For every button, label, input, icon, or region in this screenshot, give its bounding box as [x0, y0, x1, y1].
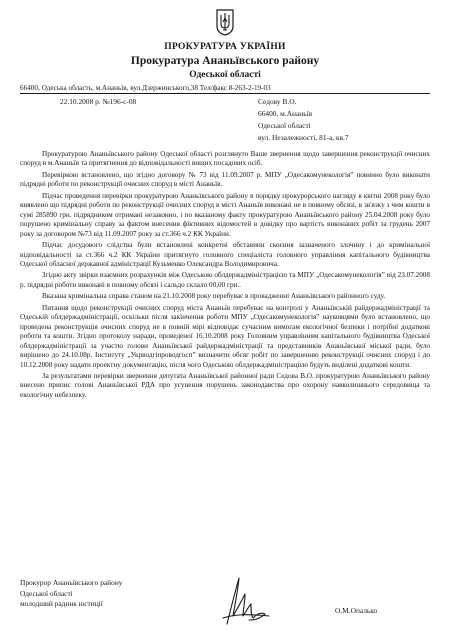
body-paragraph: Згідно акту звірки взаємних розрахунків між Одеською облдержадміністрацією та МПУ „Одесакомунекологія” від 23.07.2008 р. підрядні роботи виконані в повному обсязі і сальдо склало 00,00 грн..	[20, 271, 430, 289]
letter-body	[20, 150, 430, 400]
org-title: ПРОКУРАТУРА УКРАЇНИ	[164, 42, 286, 52]
signatory-name: О.М.Опалько	[335, 606, 378, 615]
body-paragraph: Питання щодо реконструкції очисних споруд міста Ананьїв перебуває на контролі у Ананьївській райдержадміністрації та Одеській облдержадміністрації, оскільки після закінчення роботи МПУ „Одесакомунекологія” науковцями було встановлено, що проведена реконструкція очисних споруд не в повній мірі відповідає сучасним вимогам екологічної безпеки і потрібні додаткові роботи та кошти. Згідно протоколу наради, проведеної 16.10.2008 року Головним управлінням капітального будівництва Одеської облдержадміністрації за участю голови Ананьївської райдержадміністрації та представників Ананьївської міської ради, було вирішено до 24.10.08р. Інституту „Укрводгіпроводгосп” визначити обсяг робіт по завершенню реконструкції очисних споруд і до 10.12.2008 року надати проектну документацію, після чого Одеською облдержадміністрацією будуть виділені додаткові кошти.	[20, 303, 430, 369]
signatory-position-line: Прокурор Ананьївського району	[20, 578, 123, 587]
recipient-block	[258, 96, 349, 144]
body-paragraph: Підчас досудового слідства були встановлені конкретні обставини скоєння зазначеного злочину і до кримінальної відповідальності за ст.366 ч.2 КК України притягнуто головного спеціаліста головного управління капітального будівництва Одеської обласної державної адміністрації Кузьменко Олександра Володимировича.	[20, 241, 430, 268]
body-paragraph: Прокуратурою Ананьївського району Одеської області розглянуто Ваше звернення щодо завершення реконструкції очисних споруд в м.Ананьїв та притягнення до відповідальності вищих посадових осіб.	[20, 150, 430, 168]
trident-emblem-icon	[215, 8, 235, 36]
body-paragraph: Перевіркою встановлено, що згідно договору № 73 від 11.09.2007 р. МПУ „Одесакомунекологія” повинно було виконати підрядні роботи по реконструкції очисних споруд в місті Ананьїв.	[20, 170, 430, 189]
signatory-position-line: Одеської області	[20, 588, 73, 598]
org-region: Одеської області	[189, 70, 261, 80]
outgoing-number: 22.10.2008 р. №196-с-08	[60, 97, 137, 106]
org-subtitle: Прокуратура Ананьївського району	[130, 55, 320, 67]
body-paragraph: Підчас проведення перевірки прокуратурою Ананьївського району в порядку прокурорського нагляду в квітні 2008 року було виявлено що підрядні роботи по реконструкції очисних споруд в місті Ананьїв виконані не в повному обсязі, в зв'язку з чим кошти в сумі 285890 грн. підрядником отримані незаконно, і по вказаному факту прокуратурою Ананьївського району 25.04.2008 року було порушено кримінальну справу за фактом внесення фіктивних відомостей в довідку про вартість виконаних робіт за грудень 2007 року за договором №73 від 11.09.2007 року за ст.366 ч.2 КК України.	[20, 191, 430, 238]
handwritten-signature-icon	[205, 572, 275, 628]
recipient-line: Одеської області	[258, 121, 311, 130]
body-paragraph: Вказана кримінальна справа станом на 21.10.2008 року перебуває в провадженні Ананьївського районного суду.	[42, 292, 386, 301]
signatory-position	[20, 578, 122, 610]
org-address: 66400, Одеська область, м.Ананьїв, вул.Дзержинського,38 Тел/факс 8-263-2-19-03	[20, 84, 430, 94]
recipient-line: 66400, м.Ананьїв	[258, 109, 313, 118]
recipient-line: Седову В.О.	[258, 97, 297, 106]
signatory-position-line: молодший радник юстиції	[20, 599, 103, 608]
body-paragraph: За результатами перевірки звернення депутата Ананьївської районної ради Седова В.О. прокуратурою Ананьївського району внесено припис голові Ананьївської РДА про усунення порушень законодавства про охорону навколишнього середовища та екологічну небезпеку.	[20, 371, 430, 399]
recipient-line: вул. Незалежності, 81-а, кв.7	[258, 133, 349, 142]
